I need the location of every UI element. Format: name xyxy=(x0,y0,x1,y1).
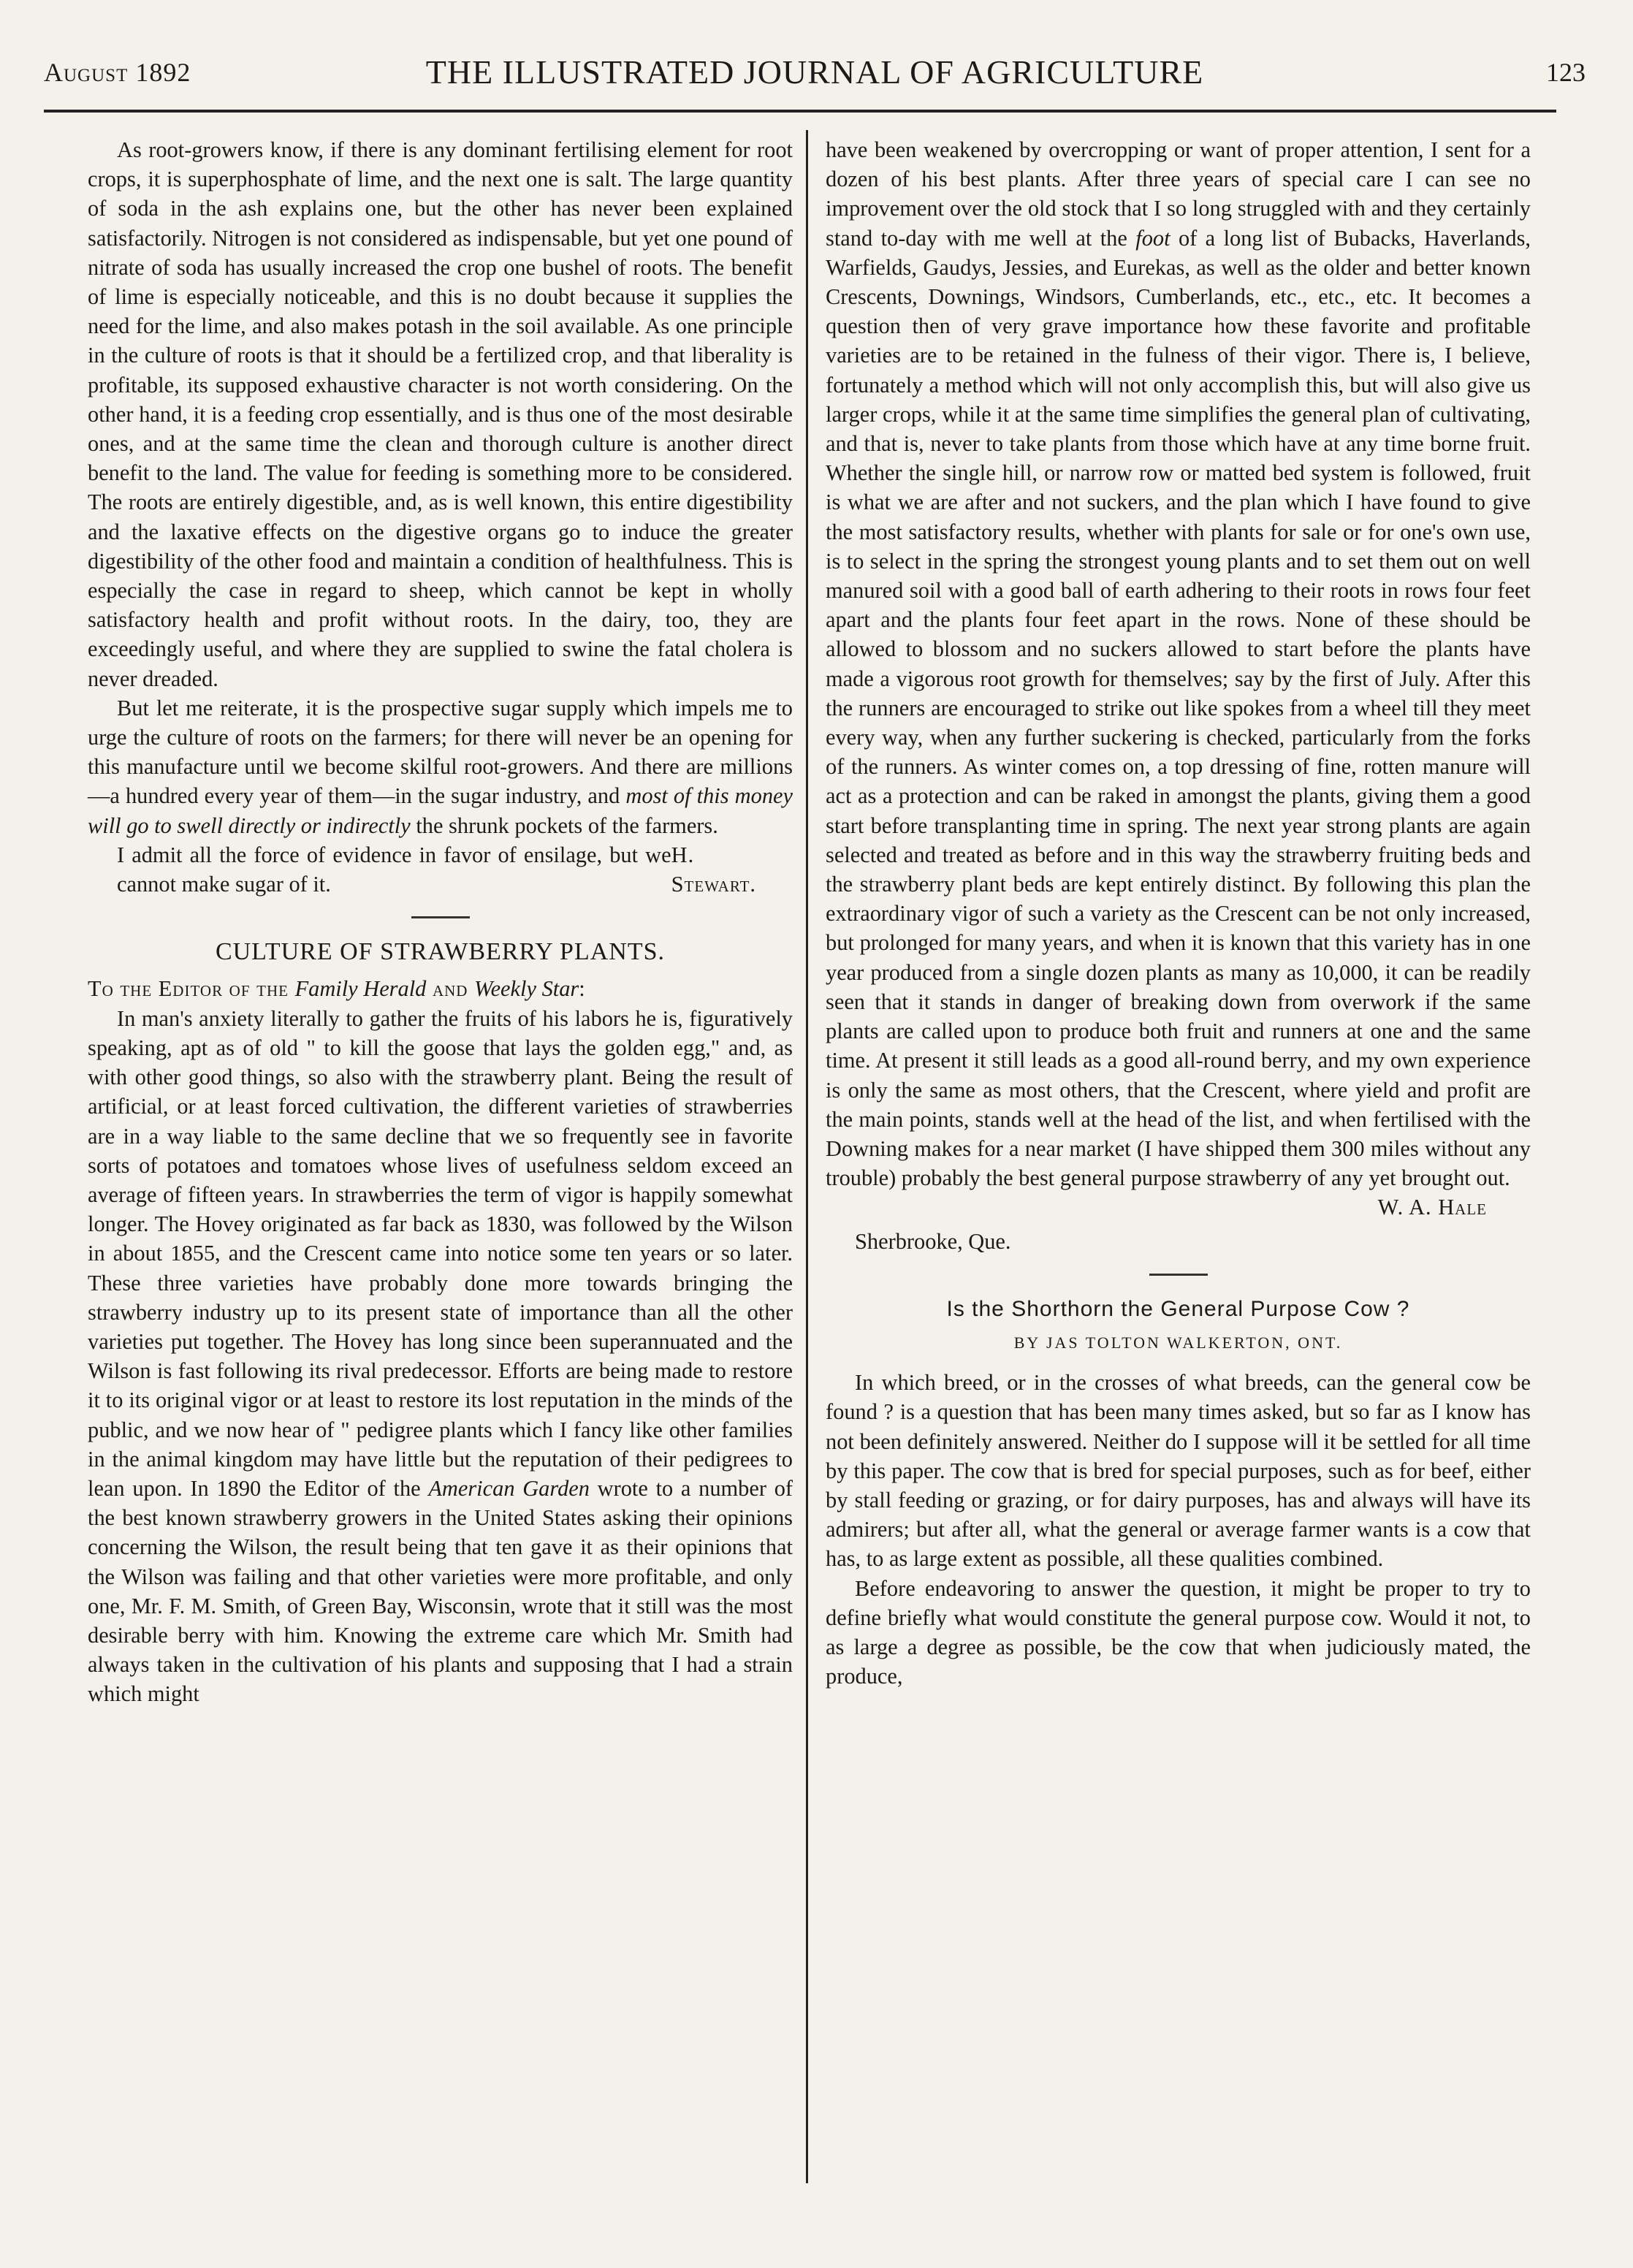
section-divider xyxy=(411,916,470,918)
page-number: 123 xyxy=(1546,58,1586,87)
journal-title: THE ILLUSTRATED JOURNAL OF AGRICULTURE xyxy=(425,53,1204,91)
closing-line xyxy=(88,840,793,899)
author-signature: H. Stewart. xyxy=(671,842,757,897)
byline: BY JAS TOLTON WALKERTON, ONT. xyxy=(1013,1333,1343,1352)
article-paragraph: In which breed, or in the crosses of what breeds, can the general cow be found ? is a question that has been many times asked, but so far as I know has not been definitely answered. Neither do I suppose will it be settled for all time by this paper. The cow that is bred for special purposes, such as for beef, either by stall feeding or grazing, or for dairy purposes, has and always will have its admirers; but after all, what the general or average farmer wants is a cow that has, to as large extent as possible, all these qualities combined. xyxy=(826,1370,1531,1572)
header-rule xyxy=(44,110,1556,113)
section-divider xyxy=(1149,1274,1208,1276)
column-divider xyxy=(806,130,808,2183)
article-paragraph: As root-growers know, if there is any dominant fertilising element for root crops, it is superphosphate of lime, and the next one is salt. The large quantity of soda in the ash explains one, but the other has never been explained satisfactorily. Nitrogen is not considered as indispensable, but yet one pound of nitrate of soda has usually increased the crop one bushel of roots. The benefit of lime is especially noticeable, and this is no doubt because it supplies the need for the lime, and also makes potash in the soil available. As one principle in the culture of roots is that it should be a fertilized crop, and that liberality is profitable, its supposed exhaustive character is not worth considering. On the other hand, it is a feeding crop essentially, and is thus one of the most desirable ones, and at the same time the clean and thorough culture is another direct benefit to the land. The value for feeding is something more to be considered. The roots are entirely digestible, and, as is well known, this entire digestibility and the laxative effects on the digestive organs go to induce the greater digestibility of the other food and maintain a condition of healthfulness. This is especially the case in regard to sheep, which cannot be kept in wholly satisfactory health and profit without roots. In the dairy, too, they are exceedingly useful, and where they are supplied to swine the fatal cholera is never dreaded. xyxy=(88,137,793,691)
page-header xyxy=(44,53,1586,96)
section-title: Is the Shorthorn the General Purpose Cow ? xyxy=(946,1296,1410,1321)
section-title: CULTURE OF STRAWBERRY PLANTS. xyxy=(215,938,666,966)
issue-date: August 1892 xyxy=(44,58,191,87)
closing-text: I admit all the force of evidence in favor of ensilage, but we cannot make sugar of it. xyxy=(117,842,671,897)
article-paragraph: have been weakened by overcropping or want of proper attention, I sent for a dozen of his best plants. After three years of special care I can see no improvement over the old stock that I so long struggled with and they certainly stand to-day with me well at the foot of a long list of Bubacks, Haverlands, Warfields, Gaudys, Jessies, and Eurekas, as well as the older and better known Crescents, Downings, Windsors, Cumberlands, etc., etc., etc. It becomes a question then of very grave importance how these favorite and profitable varieties are to be retained in the fulness of their vigor. There is, I believe, fortunately a method which will not only accomplish this, but will also give us larger crops, while it at the same time simplifies the general plan of cultivating, and that is, never to take plants from those which have at any time borne fruit. Whether the single hill, or narrow row or matted bed system is followed, fruit is what we are after and not suckers, and the plan which I have found to give the most satisfactory results, whether with plants for sale or for one's own use, is to select in the spring the strongest young plants and to set them out on well manured soil with a good ball of earth adhering to their roots in rows four feet apart and the plants four feet apart in the rows. None of these should be allowed to blossom and no suckers allowed to start before the plants have made a vigorous root growth for themselves; say by the first of July. After this the runners are encouraged to strike out like spokes from a wheel till they meet every way, when any further suckering is checked, particularly from the forks of the runners. As winter comes on, a top dressing of fine, rotten manure will act as a protection and can be raked in amongst the plants, giving them a good start before transplanting time in spring. The next year strong plants are again selected and treated as before and in this way the strawberry fruiting beds and the strawberry plant beds are kept entirely distinct. By following this plan the extraordinary vigor of such a variety as the Crescent can be not only increased, but prolonged for many years, and when it is known that this variety has in one year produced from a single dozen plants as many as 10,000, it can be readily seen that it stands in danger of breaking down from overwork if the same plants are called upon to produce both fruit and runners at one and the same time. At present it still leads as a good all-round berry, and my own experience is only the same as most others, that the Crescent, where yield and profit are the main points, stands well at the head of the list, and when fertilised with the Downing makes for a near market (I have shipped them 300 miles without any trouble) probably the best general purpose strawberry of any yet brought out. xyxy=(826,137,1531,1191)
article-paragraph: In man's anxiety literally to gather the fruits of his labors he is, figuratively speaking, apt as of old " to kill the goose that lays the golden egg," and, as with other good things, so also with the strawberry plant. Being the result of artificial, or at least forced cultivation, the different varieties of strawberries are in a way liable to the same decline that we so frequently see in favorite sorts of potatoes and tomatoes whose lives of usefulness seldom exceed an average of fifteen years. In strawberries the term of vigor is happily somewhat longer. The Hovey originated as far back as 1830, was followed by the Wilson in about 1855, and the Crescent came into notice some ten years or so later. These three varieties have probably done more towards bringing the strawberry industry up to its present state of importance than all the other varieties put together. The Hovey has long since been superannuated and the Wilson is fast following its rival predecessor. Efforts are being made to restore it to its original vigor or at least to restore its lost reputation in the minds of the public, and we now hear of " pedigree plants which I fancy like other families in the animal kingdom may have little but the reputation of their pedigrees to lean upon. In 1890 the Editor of the American Garden wrote to a number of the best known strawberry growers in the United States asking their opinions concerning the Wilson, the result being that ten gave it as their opinions that the Wilson was failing and that other varieties were more profitable, and only one, Mr. F. M. Smith, of Green Bay, Wisconsin, wrote that it still was the most desirable berry with him. Knowing the extreme care which Mr. Smith had always taken in the cultivation of his plants and supposing that I had a strain which might xyxy=(88,1005,793,1707)
article-paragraph: Before endeavoring to answer the question, it might be proper to try to define briefly what would constitute the general purpose cow. Would it not, to as large a degree as possible, be the cow that when judiciously mated, the produce, xyxy=(826,1575,1531,1689)
article-paragraph: But let me reiterate, it is the prospective sugar supply which impels me to urge the culture of roots on the farmers; for there will never be an opening for this manufacture until we become skilful root-growers. And there are millions—a hundred every year of them—in the sugar industry, and most of this money will go to swell directly or indirectly the shrunk pockets of the farmers. xyxy=(88,695,793,838)
salutation: To the Editor of the Family Herald and Weekly Star: xyxy=(88,976,585,1002)
author-signature: W. A. Hale xyxy=(1377,1195,1487,1220)
author-location: Sherbrooke, Que. xyxy=(855,1228,1011,1254)
right-column xyxy=(826,135,1531,1691)
left-column xyxy=(88,135,793,1709)
